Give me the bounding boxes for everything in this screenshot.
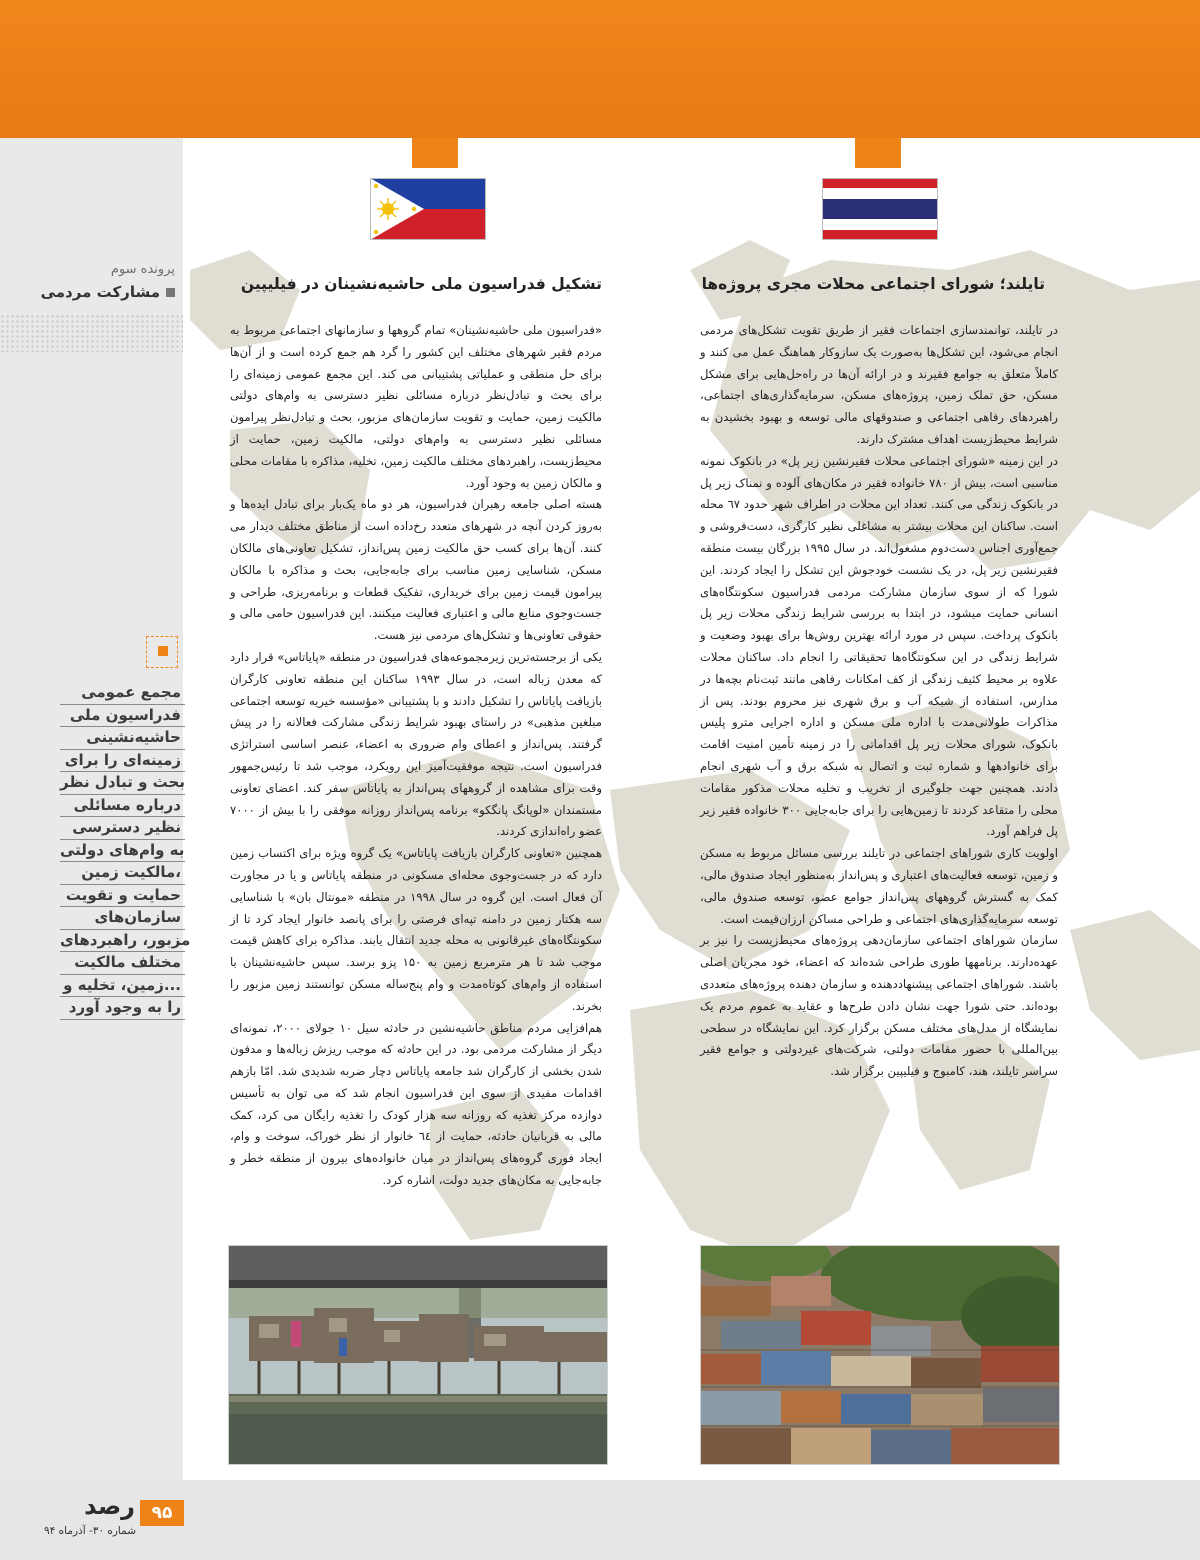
thailand-article: [700, 320, 1058, 1083]
pull-quote-line: سازمان‌های: [60, 907, 185, 930]
philippines-heading: تشکیل فدراسیون ملی حاشیه‌نشینان در فیلیپین: [240, 275, 602, 293]
pull-quote-square-icon: [158, 646, 168, 656]
article-paragraph: یکی از برجسته‌ترین زیرمجموعه‌های فدراسیون در منطقه «پایاتاس» قرار دارد که معدن زباله است، در سال ۱۹۹۳ ساکنان این منطقه تعاونی کارگران بازیافت پایاتاس را تشکیل دادند و با پشتیبانی «مؤسسه خیریه توسعه اجتماعی مبلغین مذهبی» در راستای بهبود شرایط زندگی مشارکت فعالانه را در پیش گرفتند. پس‌انداز و اعطای وام ضروری به اعضاء، عنصر اساسی استراتژی فدراسیون است. نتیجه موفقیت‌آمیز این رویکرد، موجب شد تا رئیس‌جمهور وقت برای مشاهده از گروههای پس‌انداز به پایاتاس سفر کند. اعضای تعاونی مستمندان «لوپانگ پانگکو» برنامه پس‌انداز روزانه موفقی را با بیش از ۷۰۰۰ عضو راه‌اندازی کردند.: [229, 649, 602, 839]
orange-tab-right: [855, 138, 901, 168]
pull-quote-line: حاشیه‌نشینی: [60, 727, 185, 750]
bullet-square-icon: [166, 288, 175, 297]
photo-slum-rooftops: [700, 1245, 1060, 1465]
article-paragraph: همچنین «تعاونی کارگران بازیافت پایاتاس» یک گروه ویژه برای اکتساب زمین دارد که در جست‌وجوی محله‌ای مسکونی در منطقه پایاتاس و یا در مجاورت آن فعال است. این گروه در سال ۱۹۹۸ در منطقه «مونتال بان» با شناسایی سه هکتار زمین در دامنه تپه‌ای فرصتی را برای پانصد خانوار ایجاد کرد تا از سکونتگاه‌های غیرقانونی به محله جدید انتقال یابند. مذاکره برای کاهش قیمت موجب شد تا هر مترمربع زمین به ۱۵۰ پزو برسد. سپس حاشیه‌نشینان با استفاده از وام‌های کوتاه‌مدت و وام پنج‌ساله مسکن توانستند زمین مزبور را بخرند.: [230, 846, 602, 1013]
pull-quote-line: مختلف مالکیت: [60, 952, 185, 975]
philippines-article: [230, 320, 602, 1192]
article-paragraph: در این زمینه «شورای اجتماعی محلات فقیرنشین زیر پل» در بانکوک نمونه مناسبی است، بیش از ۷۸۰ خانواده فقیر در مکان‌های آلوده و نمناک زیر پل در بانکوک زندگی می کنند. تعداد این محلات در اطراف شهر حدود ٦۷ محله است. ساکنان این محلات بیشتر به مشاغلی نظیر کارگری، دست‌فروشی و جمع‌آوری اجناس دست‌دوم مشغول‌اند. در سال ۱۹۹۵ بزرگان بیست منطقه فقیرنشین زیر پل، در یک نشست خودجوش این تشکل را ایجاد کردند. این شورا که از سوی سازمان مشارکت مردمی فدراسیون سکونتگاه‌های انسانی حمایت میشود، در ابتدا به بررسی شرایط زندگی محلات زیر پل بانکوک پرداخت. سپس در مورد ارائه بهترین روش‌ها برای بهبود وضعیت و شرایط زندگی در این سکونتگاه‌ها تحقیقاتی را انجام داد. ساکنان محلات علاوه بر محیط کثیف زندگی از کف امکانات رفاهی مانند ثبت‌نام بچه‌ها در مدارس، استفاده از شبکه آب و برق شهری نیز محروم بودند. پس از مذاکرات طولانی‌مدت با اداره ملی مسکن و اداره اجرایی مترو پلیس بانکوک، شورای محلات زیر پل اقداماتی را در زمینه تأمین امنیت اقامت برای خانوادهها و شماره ثبت و اتصال به شبکه برق و آب شهری انجام دادند. همچنین جهت جلوگیری از تخریب و تخلیه محلات مذکور مقامات محلی را متقاعد کردند تا زمین‌هایی را برای جابه‌جایی ۳۰۰ خانواده فقیر زیر پل فراهم آورد.: [700, 453, 1059, 839]
pull-quote-line: مالکیت زمین،: [60, 862, 185, 885]
thailand-flag: [822, 178, 938, 240]
pull-quote-line: زمینه‌ای را برای: [60, 750, 185, 773]
issue-info: شماره ۳۰- آذرماه ۹۴: [44, 1525, 136, 1537]
dossier-label: پرونده سوم: [110, 262, 175, 277]
thailand-heading: تایلند؛ شورای اجتماعی محلات مجری پروژه‌ها: [701, 275, 1045, 293]
pull-quote: [60, 682, 191, 1020]
pull-quote-line: فدراسیون ملی: [60, 705, 185, 728]
article-paragraph: «فدراسیون ملی حاشیه‌نشینان» تمام گروهها و سازمانهای اجتماعی مربوط به مردم فقیر شهرهای مختلف این کشور را گرد هم جمع کرده است و از آن‌ها برای حل منطقی و عملیاتی پشتیبانی می کند. این مجمع عمومی زمینه‌ای را برای بحث و تبادل‌نظر درباره مسائلی نظیر دسترسی به وام‌های دولتی مالکیت زمین، حمایت و تقویت سازمان‌های مزبور، بحث و تبادل‌نظر پیرامون مسائلی نظیر دسترسی به وام‌های دولتی، مالکیت زمین، حمایت از محیط‌زیست، راهبردهای مختلف مالکیت زمین، تخلیه، مذاکره با مقامات محلی و مالکان زمین به وجود آورد.: [230, 323, 602, 490]
philippines-flag: [370, 178, 486, 240]
article-paragraph: در تایلند، توانمندسازی اجتماعات فقیر از طریق تقویت تشکل‌های مردمی انجام می‌شود، این تشکل‌ها به‌صورت یک سازوکار هماهنگ عمل می کنند و کاملاً متعلق به جوامع فقیرند و در ارائه آن‌ها در راه‌حل‌هایی برای مشکل مسکن، حق تملک زمین، پروژه‌های مسکن، سرمایه‌گذاری‌های اجتماعی، راهبردهای رفاهی اجتماعی و صندوقهای مالی توسعه و بهبود بخشیدن به شرایط محیط‌زیست اهداف مشترک دارند.: [700, 323, 1058, 446]
article-paragraph: سازمان شوراهای اجتماعی سازمان‌دهی پروژه‌های محیط‌زیست را نیز بر عهده‌دارند. برنامهها طوری طراحی شده‌اند که اعضاء، خود مجریان اصلی باشند. شوراهای اجتماعی پیشنهاددهنده و سازمان دهنده پروژه‌های متعددی بوده‌اند. حتی شورا جهت نشان دادن طرح‌ها و عقاید به عموم مردم یک نمایشگاه از مدل‌های مختلف مسکن برگزار کرد. این نمایشگاه در سطحی بین‌المللی با حضور مقامات دولتی، شرکت‌های غیردولتی و جوامع فقیر سراسر تایلند، هند، کامبوج و فیلیپین برگزار شد.: [700, 933, 1058, 1079]
pull-quote-line: مجمع عمومی: [60, 682, 185, 705]
pull-quote-line: درباره مسائلی: [60, 795, 185, 818]
top-orange-band: [0, 0, 1200, 138]
article-paragraph: اولویت کاری شوراهای اجتماعی در تایلند بررسی مسائل مربوط به مسکن و زمین، توسعه فعالیت‌های اعتباری و پس‌انداز به‌منظور ایجاد صندوق مالی، کمک به گسترش گروههای پس‌انداز جوامع عضو، توسعه صندوق مالی، توسعه سرمایه‌گذاری‌های اجتماعی و طراحی مساکن ارزان‌قیمت است.: [700, 846, 1058, 926]
pull-quote-line: مزبور، راهبردهای: [60, 930, 185, 953]
pull-quote-line: به وام‌های دولتی: [60, 840, 185, 863]
article-paragraph: هسته اصلی جامعه رهبران فدراسیون، هر دو ماه یک‌بار برای تبادل ایده‌ها و به‌روز کردن آنچه در شهرهای متعدد رخ‌داده است از مناطق مختلف دیدار می کنند. آن‌ها برای کسب حق مالکیت زمین پس‌انداز، تشکیل تعاونی‌های مالکان مسکن، شناسایی زمین مناسب برای جابه‌جایی، بحث و مذاکره با مالکان پیرامون قیمت زمین برای خریداری، تفکیک قطعات و برنامه‌ریزی، طراحی و جست‌وجوی منابع مالی و اعتباری فعالیت میکنند. این فدراسیون حامی مالی و حقوقی تعاونی‌ها و تشکل‌های مردمی نیز هست.: [230, 497, 602, 643]
pull-quote-line: حمایت و تقویت: [60, 885, 185, 908]
pull-quote-line: بحث و تبادل نظر: [60, 772, 185, 795]
magazine-logo: رصد: [84, 1492, 135, 1520]
pull-quote-line: را به وجود آورد: [60, 997, 185, 1020]
section-title: مشارکت مردمی: [40, 283, 160, 301]
page-number: ۹۵: [140, 1500, 184, 1526]
pull-quote-line: زمین، تخلیه و...: [60, 975, 185, 998]
article-paragraph: هم‌افزایی مردم مناطق حاشیه‌نشین در حادثه سیل ۱۰ جولای ۲۰۰۰، نمونه‌ای دیگر از مشارکت مردمی بود. در این حادثه که موجب ریزش زباله‌ها و مدفون شدن بخشی از کارگران شد جامعه پایاتاس دچار ضربه شدیدی شد. امّا بازهم اقدامات مفیدی از سوی این فدراسیون انجام شد که می توان به تأسیس دوازده مرکز تغذیه که روزانه سه هزار کودک را تغذیه رایگان می کرد، کمک مالی به قربانیان حادثه، حمایت از ٦٤ خانوار از نظر خوراک، سوخت و وام، ایجاد فوری گروه‌های پس‌انداز در میان خانواده‌های بیرون از منطقه خطر و جابه‌جایی به مکان‌های جدید دولت، اشاره کرد.: [230, 1020, 602, 1188]
section-label: [15, 262, 175, 301]
photo-riverside-slum: [228, 1245, 608, 1465]
pull-quote-line: نظیر دسترسی: [60, 817, 185, 840]
dotted-pattern: [0, 314, 183, 352]
orange-tab-left: [412, 138, 458, 168]
